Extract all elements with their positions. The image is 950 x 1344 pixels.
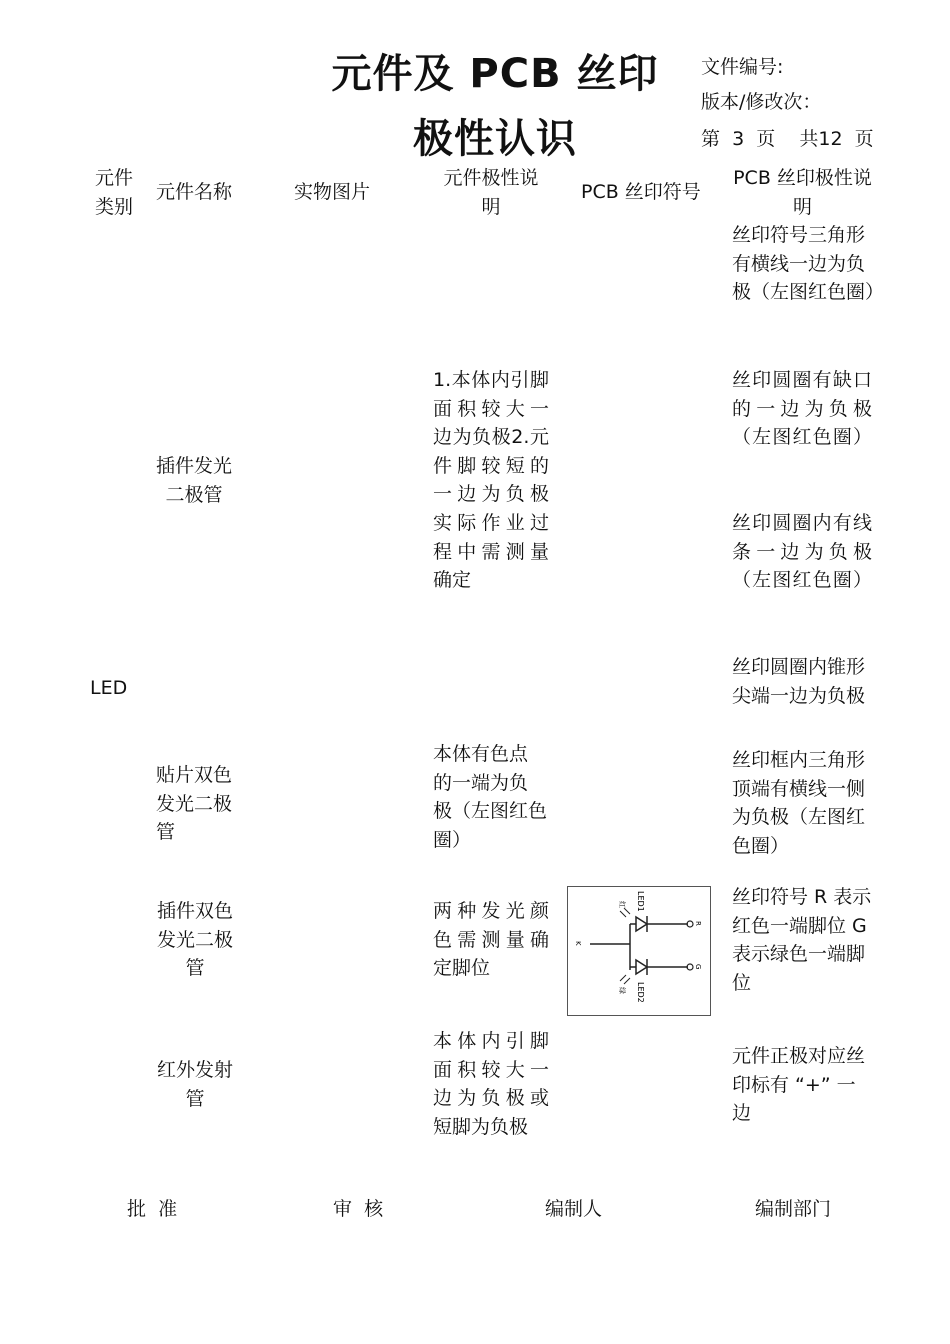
footer-dept: 编制部门 (755, 1198, 832, 1220)
name-ir: 红外发射 管 (156, 1059, 233, 1110)
doc-number-label: 文件编号: (701, 56, 784, 78)
bicolor-led-schematic-svg (568, 887, 710, 1015)
polarity-th-bicolor: 两种发光颜 色需测量确 定脚位 (433, 900, 549, 980)
page-info: 第 3 页 共12 页 (701, 128, 874, 150)
schematic-label-red: 红 (618, 901, 626, 908)
category-led: LED (90, 677, 128, 699)
pcb-th-bicolor: 丝印符号 R 表示 红色一端脚位 G 表示绿色一端脚 位 (732, 886, 872, 994)
footer-approve: 批 准 (127, 1198, 178, 1220)
col-header-photo: 实物图片 (294, 181, 371, 203)
polarity-ir: 本体内引脚 面积较大一 边为负极或 短脚为负极 (433, 1030, 549, 1138)
name-through-hole-led: 插件发光 二极管 (155, 455, 232, 506)
col-header-polarity: 元件极性说 明 (443, 167, 539, 218)
schematic-label-green: 绿 (618, 987, 626, 994)
pcb-smd-bicolor: 丝印框内三角形 顶端有横线一侧 为负极（左图红 色圈） (732, 749, 866, 857)
footer-author: 编制人 (545, 1198, 603, 1220)
footer-review: 审 核 (333, 1198, 384, 1220)
bicolor-led-schematic (567, 886, 711, 1016)
document-title-line1: 元件及 PCB 丝印 (331, 51, 659, 97)
col-header-pcb-polarity: PCB 丝印极性说 明 (733, 167, 872, 218)
polarity-through-hole-led: 1.本体内引脚 面积较大一 边为负极2.元 件脚较短的 一边为负极 实际作业过 程中需测量 确定 (433, 369, 549, 592)
col-header-pcb-symbol: PCB 丝印符号 (581, 181, 701, 203)
col-header-name: 元件名称 (156, 181, 233, 203)
name-th-bicolor: 插件双色 发光二极 管 (156, 900, 233, 980)
schematic-label-led1: LED1 (636, 891, 645, 912)
schematic-label-g: G (694, 964, 702, 970)
pcb-note-circle-cone: 丝印圆圈内锥形 尖端一边为负极 (732, 656, 866, 707)
document-title-line2: 极性认识 (413, 116, 577, 162)
schematic-label-r: R (694, 921, 702, 926)
col-header-category: 元件 类别 (94, 167, 133, 218)
polarity-smd-bicolor: 本体有色点 的一端为负 极（左图红色 圈） (433, 743, 548, 851)
schematic-label-k: K (574, 941, 582, 946)
version-label: 版本/修改次： (701, 91, 822, 113)
pcb-ir: 元件正极对应丝 印标有 “+” 一 边 (732, 1045, 866, 1125)
pcb-note-circle-line: 丝印圆圈内有线 条一边为负极 （左图红色圈） (732, 512, 872, 592)
schematic-label-led2: LED2 (636, 982, 645, 1003)
name-smd-bicolor: 贴片双色 发光二极 管 (156, 764, 233, 844)
pcb-note-circle-gap: 丝印圆圈有缺口 的一边为负极 （左图红色圈） (732, 369, 872, 449)
pcb-note-triangle: 丝印符号三角形 有横线一边为负 极（左图红色圈） (732, 224, 885, 304)
